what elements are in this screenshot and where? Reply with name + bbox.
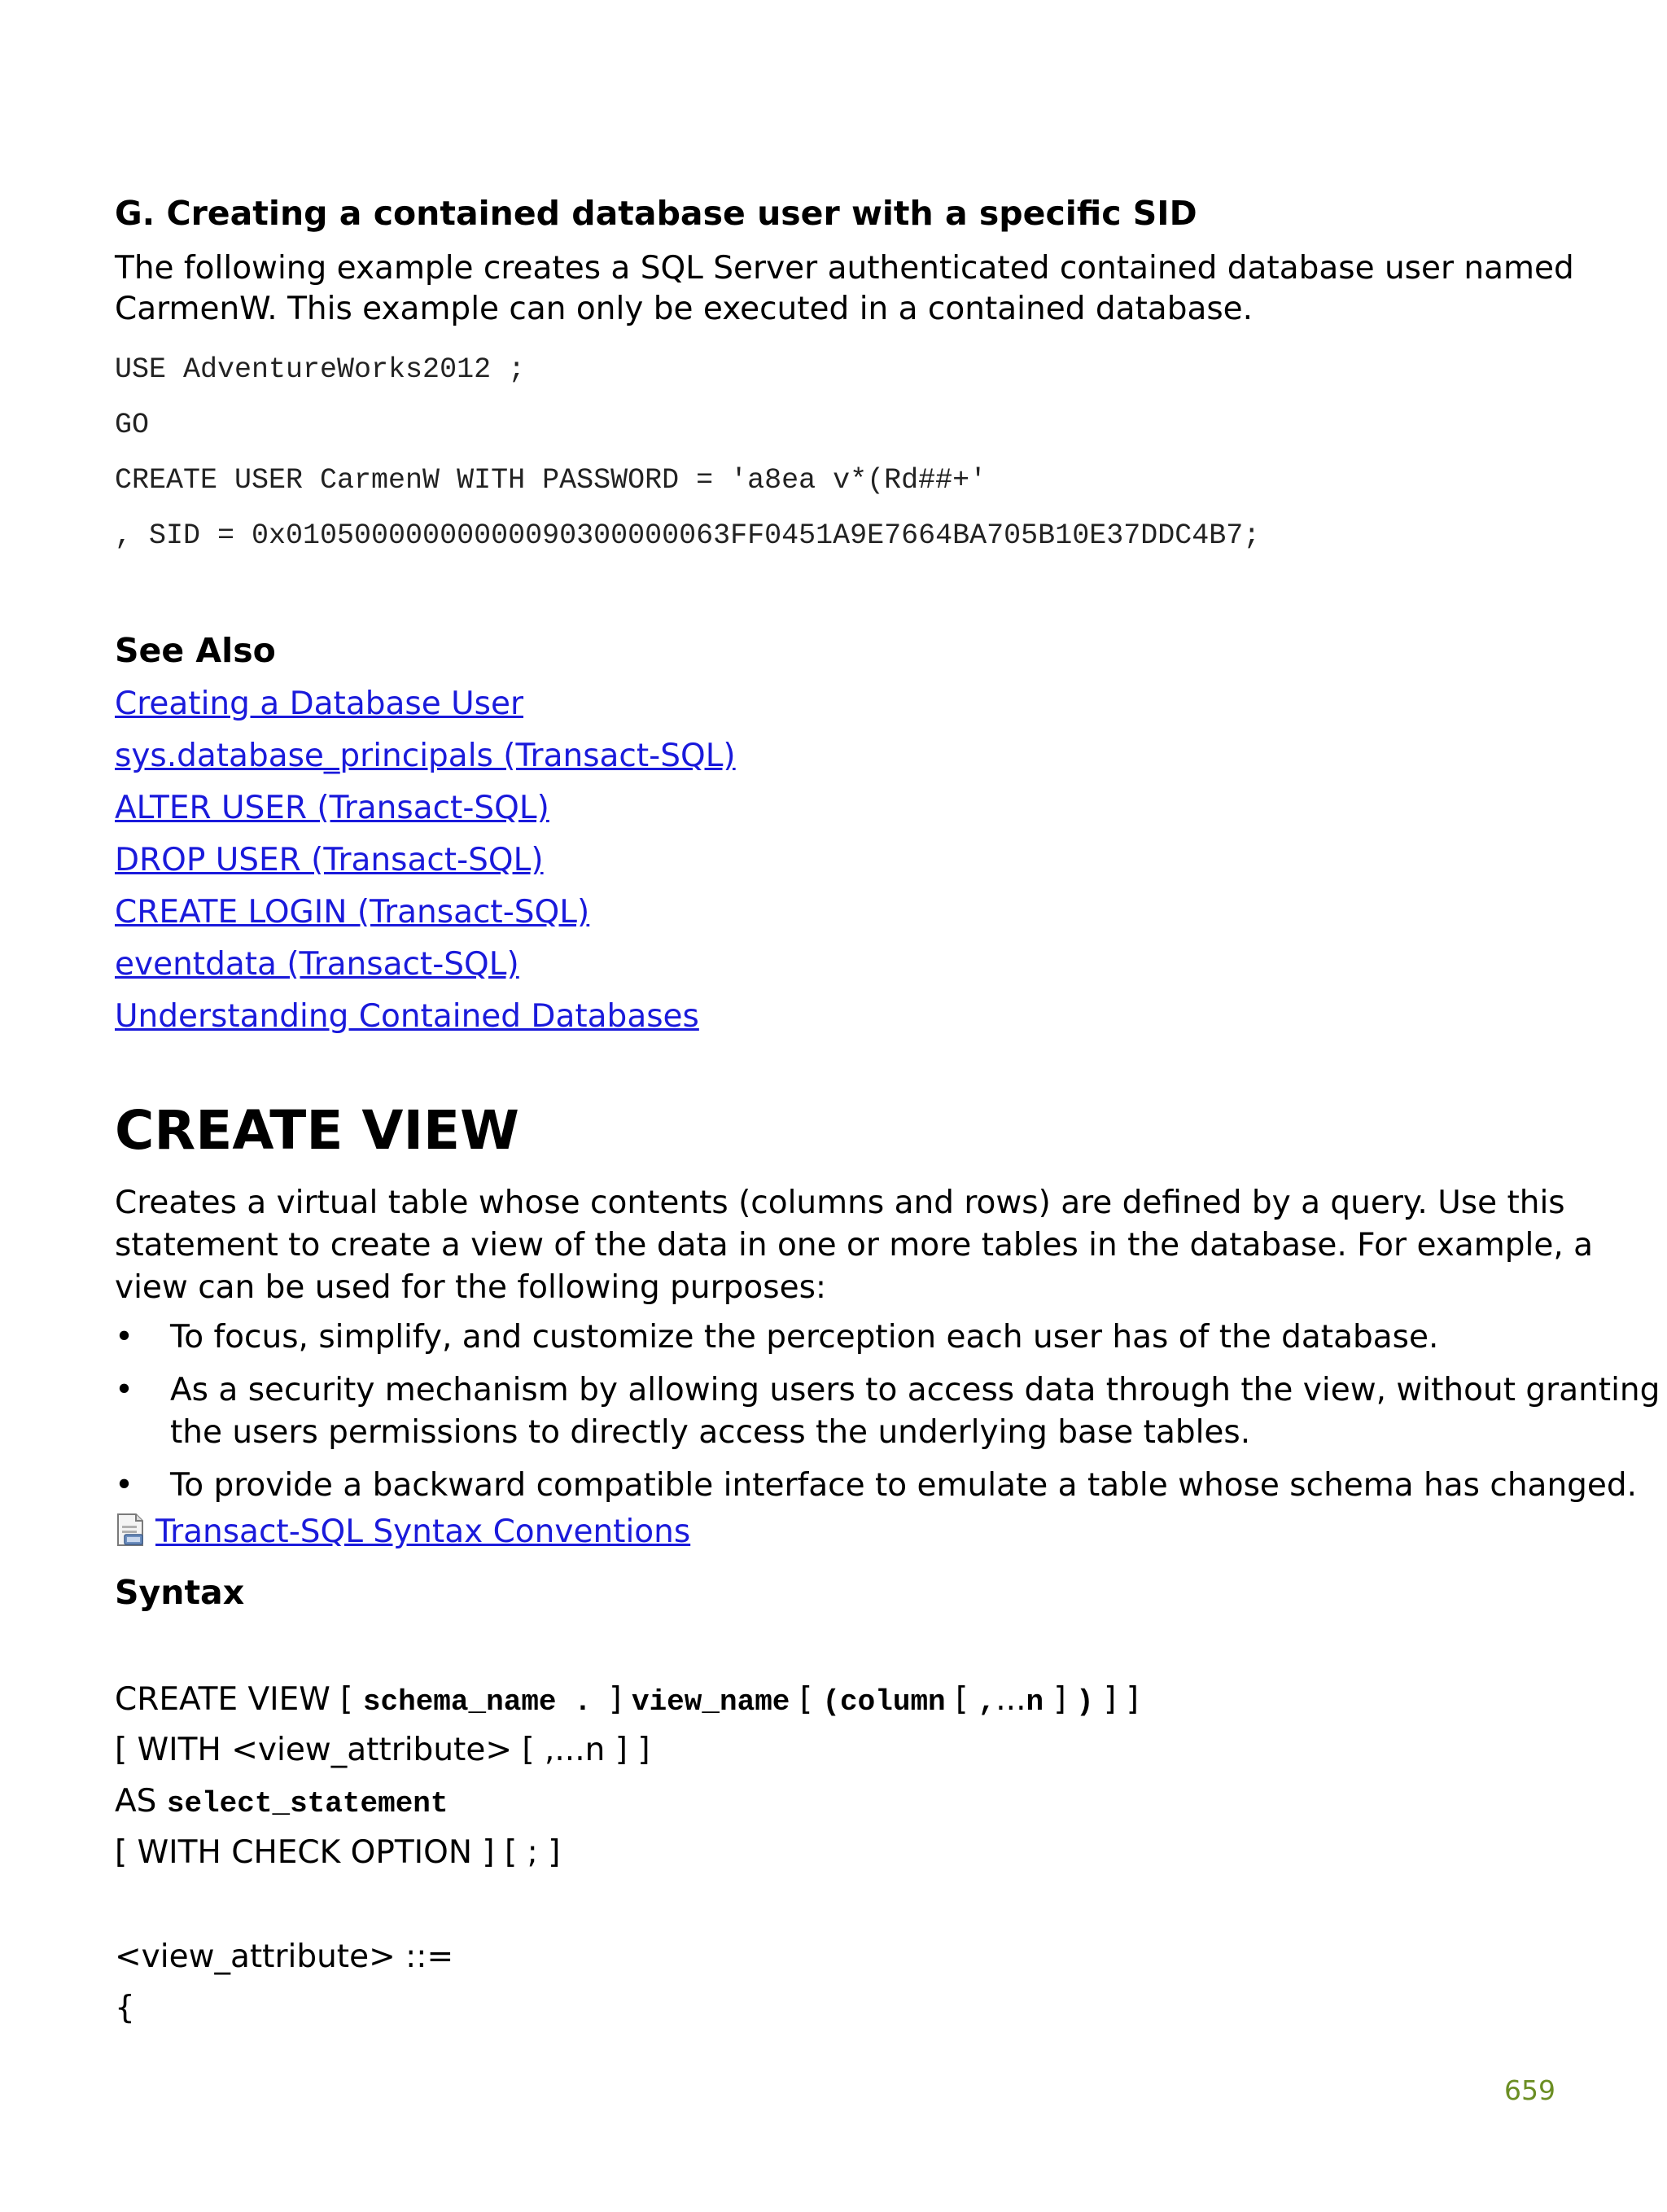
paragraph-line: CarmenW. This example can only be executed in a contained database. bbox=[115, 291, 1254, 327]
see-also-link[interactable]: DROP USER (Transact-SQL) bbox=[115, 842, 544, 878]
see-also-link[interactable]: eventdata (Transact-SQL) bbox=[115, 946, 519, 983]
bullet-icon: • bbox=[115, 1319, 134, 1356]
list-item-text: To provide a backward compatible interface to emulate a table whose schema has changed. bbox=[170, 1467, 1638, 1504]
page-number: 659 bbox=[1504, 2074, 1555, 2106]
see-also-link[interactable]: sys.database_principals (Transact-SQL) bbox=[115, 738, 736, 774]
list-item-text: To focus, simplify, and customize the perception each user has of the database. bbox=[170, 1319, 1439, 1356]
see-also-heading: See Also bbox=[115, 631, 276, 670]
see-also-link[interactable]: Creating a Database User bbox=[115, 686, 523, 722]
syntax-line: [ WITH CHECK OPTION ] [ ; ] bbox=[115, 1834, 561, 1871]
paragraph-line: view can be used for the following purposes: bbox=[115, 1269, 827, 1306]
section-heading: G. Creating a contained database user with a specific SID bbox=[115, 194, 1197, 233]
paragraph-line: statement to create a view of the data in one or more tables in the database. For example, a bbox=[115, 1227, 1594, 1264]
document-icon bbox=[115, 1513, 147, 1547]
see-also-link[interactable]: CREATE LOGIN (Transact-SQL) bbox=[115, 894, 590, 931]
list-item-text: the users permissions to directly access the underlying base tables. bbox=[170, 1414, 1251, 1451]
syntax-line: { bbox=[115, 1990, 135, 2026]
bullet-icon: • bbox=[115, 1467, 134, 1504]
paragraph-line: Creates a virtual table whose contents (columns and rows) are defined by a query. Use this bbox=[115, 1185, 1565, 1221]
list-item-text: As a security mechanism by allowing users to access data through the view, without granting bbox=[170, 1372, 1660, 1408]
code-line: , SID = 0x01050000000000090300000063FF0451A9E7664BA705B10E37DDC4B7; bbox=[115, 519, 1261, 552]
code-line: CREATE USER CarmenW WITH PASSWORD = 'a8ea v*(Rd##+' bbox=[115, 464, 987, 497]
see-also-link[interactable]: ALTER USER (Transact-SQL) bbox=[115, 790, 549, 826]
code-line: USE AdventureWorks2012 ; bbox=[115, 353, 526, 386]
paragraph-line: The following example creates a SQL Server authenticated contained database user named bbox=[115, 250, 1574, 287]
syntax-conventions-link[interactable]: Transact-SQL Syntax Conventions bbox=[155, 1513, 691, 1550]
syntax-line: [ WITH <view_attribute> [ ,...n ] ] bbox=[115, 1732, 650, 1768]
see-also-link[interactable]: Understanding Contained Databases bbox=[115, 998, 699, 1035]
syntax-line: <view_attribute> ::= bbox=[115, 1938, 454, 1975]
conventions-row bbox=[115, 1513, 690, 1550]
page-title: CREATE VIEW bbox=[115, 1099, 519, 1162]
code-line: GO bbox=[115, 409, 150, 441]
syntax-line: CREATE VIEW [ schema_name . ] view_name [ (column [ ,...n ] ) ] ] bbox=[115, 1681, 1139, 1719]
syntax-heading: Syntax bbox=[115, 1573, 245, 1612]
syntax-line: AS select_statement bbox=[115, 1783, 448, 1820]
bullet-icon: • bbox=[115, 1372, 134, 1408]
